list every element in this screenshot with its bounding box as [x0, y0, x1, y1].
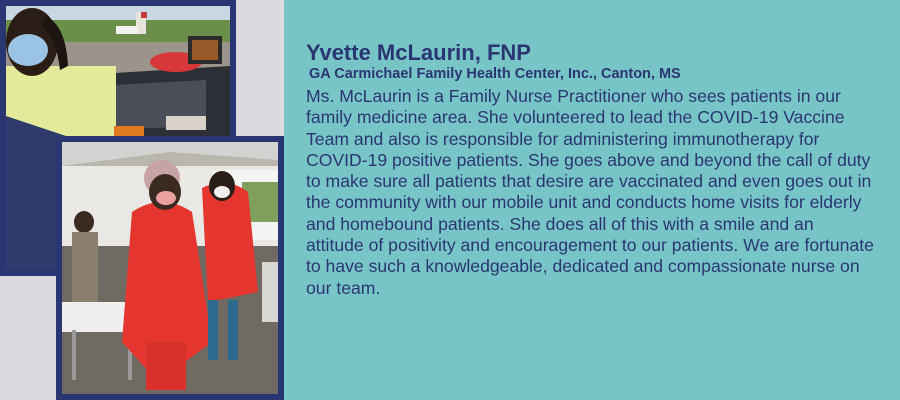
- profile-name: Yvette McLaurin, FNP: [306, 40, 531, 65]
- vaccine-team-scene: [62, 142, 278, 394]
- photo-vaccine-team-tent: [56, 136, 284, 400]
- profile-bio: Ms. McLaurin is a Family Nurse Practitioner who sees patients in our family medicine area. She volunteered to lead the COVID-19 Vaccine Team and also is responsible for administering immunotherapy for COVID-19 positive patients. She goes above and beyond the call of duty to make sure all patients that desire are vaccinated and even goes out in the community with our mobile unit and conducts home visits for elderly and homebound patients. She does all of this with a smile and an attitude of positivity and encouragement to our patients. We are fortunate to have such a knowledgeable, dedicated and compassionate nurse on our team.: [306, 86, 874, 298]
- photo-collage: [0, 0, 284, 400]
- profile-organization: GA Carmichael Family Health Center, Inc., Canton, MS: [309, 66, 681, 82]
- profile-card: [284, 0, 900, 400]
